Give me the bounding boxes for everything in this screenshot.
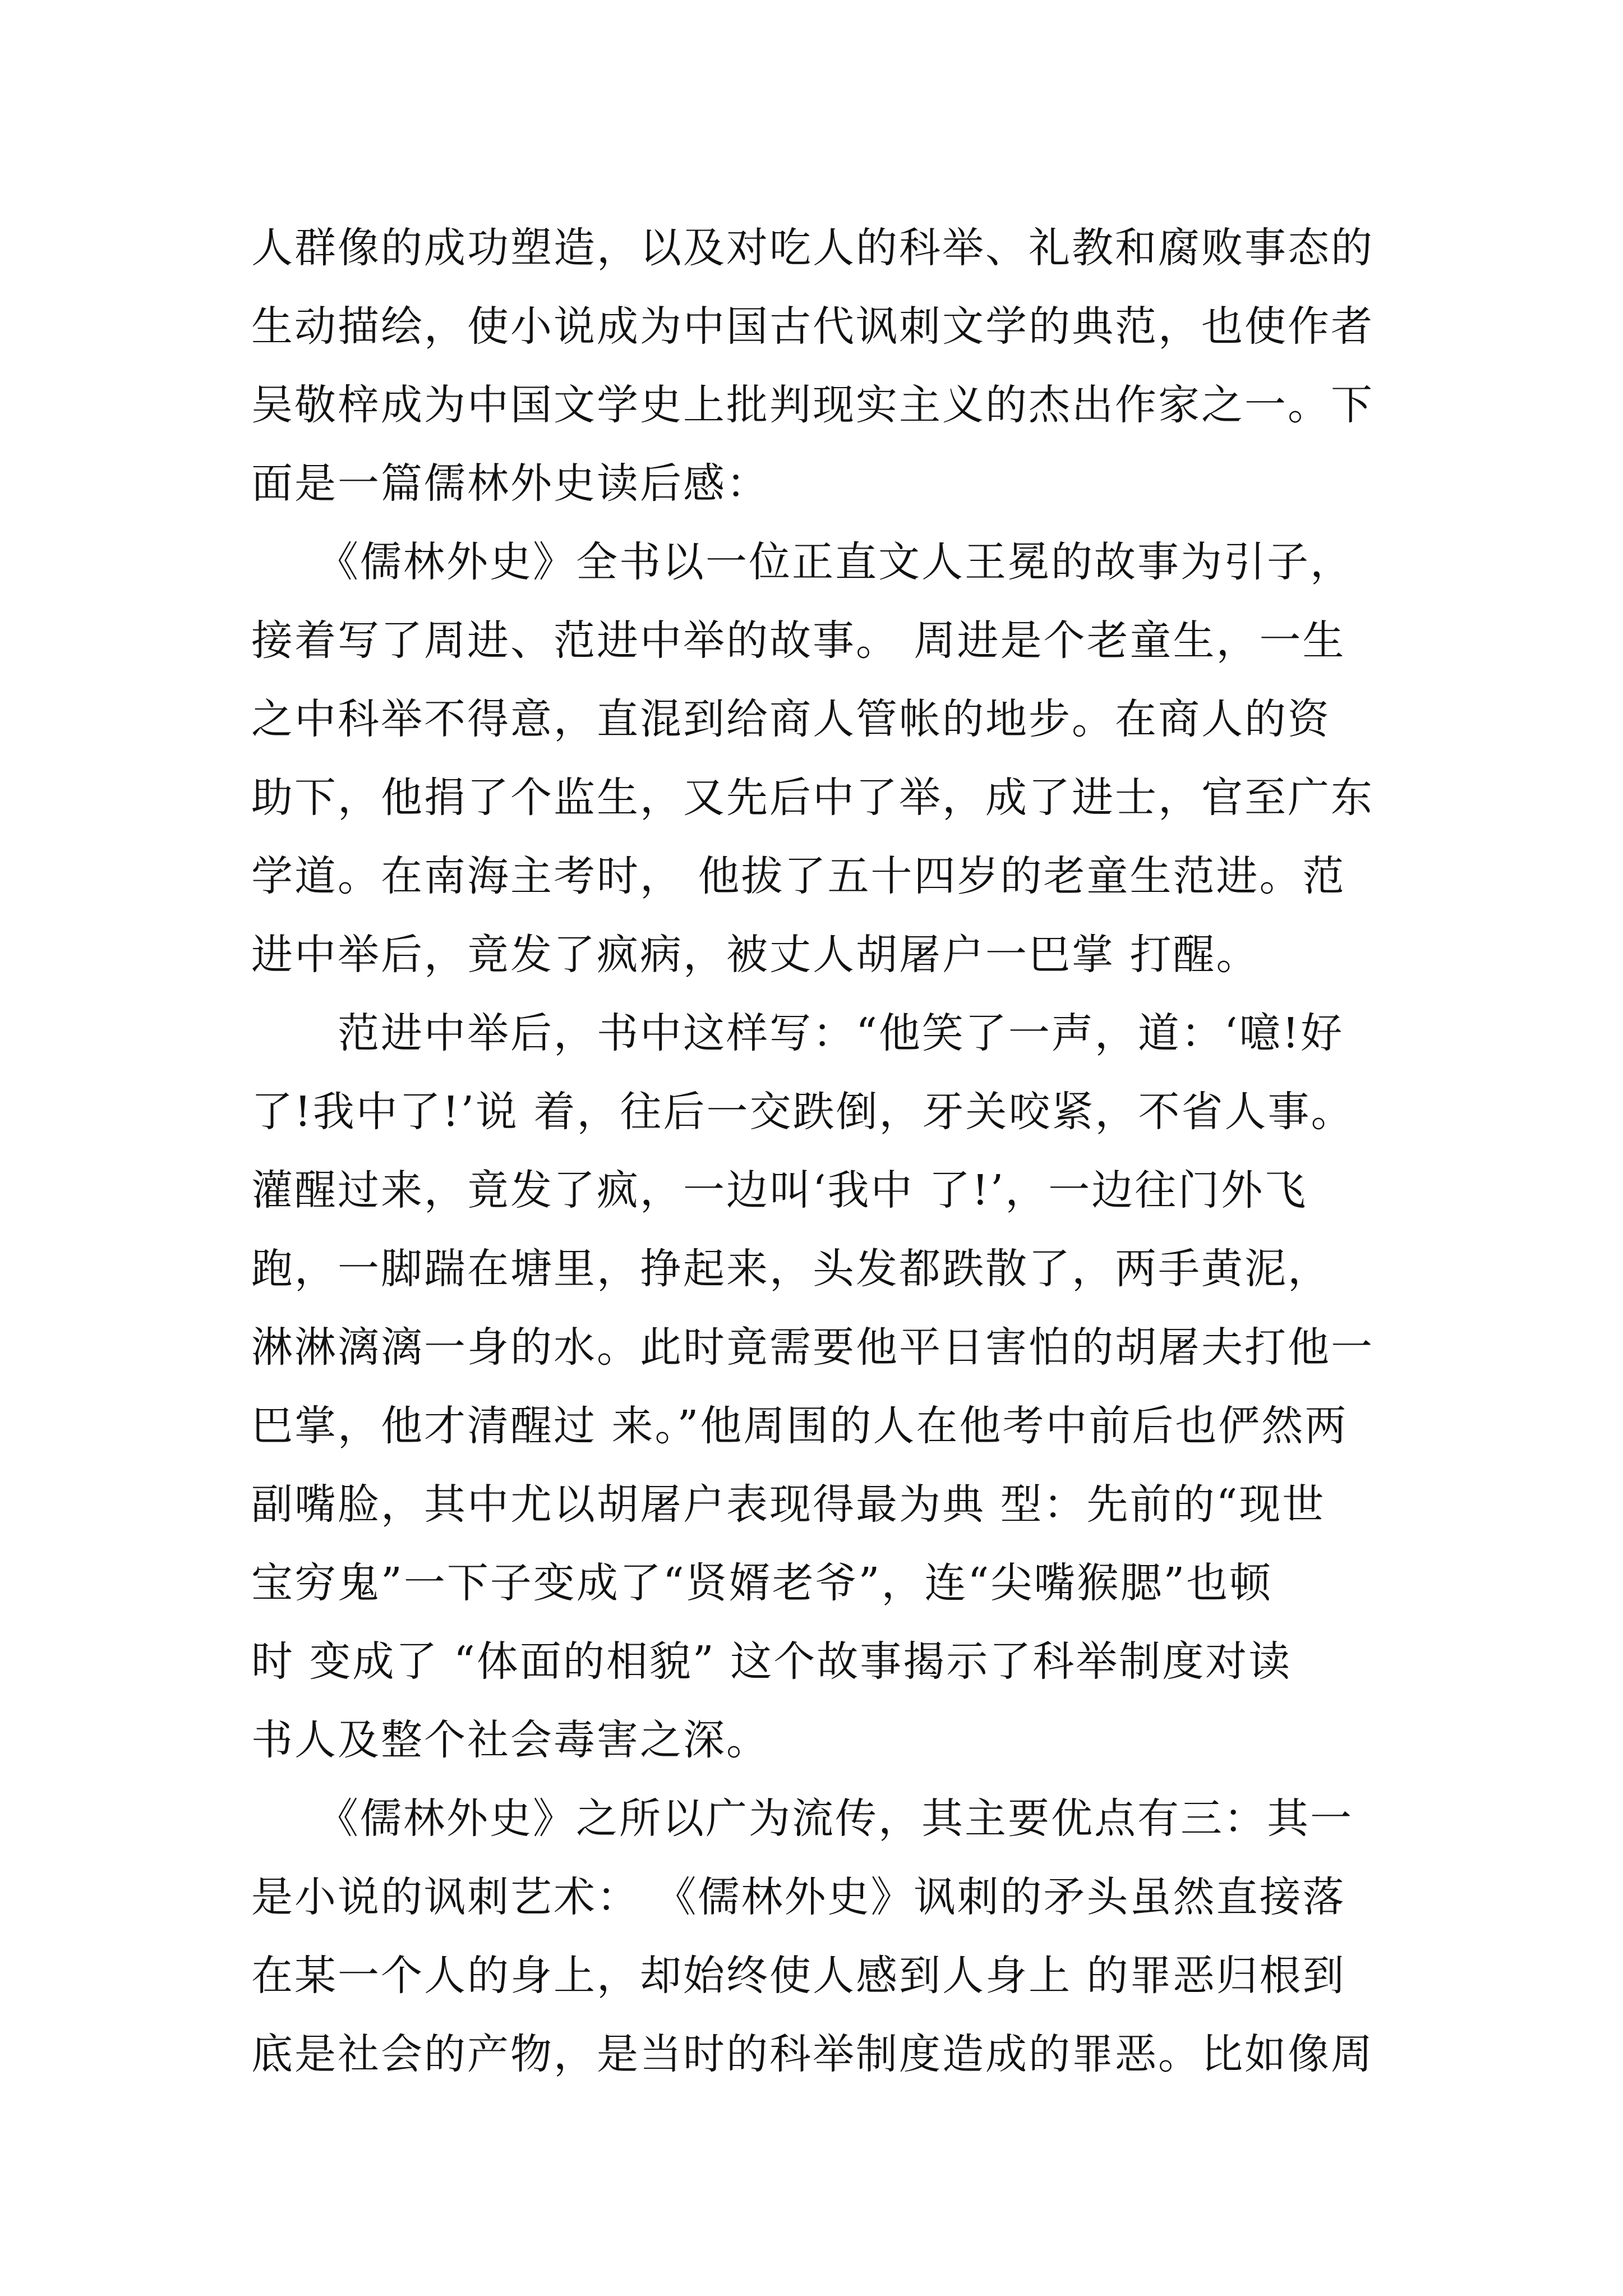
text-line: 了!我中了!’说 着，往后一交跌倒，牙关咬紧，不省人事。 [251, 1088, 1354, 1136]
text-line: 接着写了周进、范进中举的故事。 周进是个老童生，一生 [251, 616, 1346, 665]
text-line: 面是一篇儒林外史读后感： [251, 459, 769, 508]
text-line: 跑，一脚踹在塘里，挣起来，头发都跌散了，两手黄泥， [251, 1245, 1331, 1293]
text-line: 巴掌，他才清醒过 来。”他周围的人在他考中前后也俨然两 [251, 1402, 1348, 1450]
text-line: 《儒林外史》全书以一位正直文人王冕的故事为引子， [251, 538, 1353, 586]
text-line: 之中科举不得意，直混到给商人管帐的地步。在商人的资 [251, 695, 1331, 743]
text-line: 吴敬梓成为中国文学史上批判现实主义的杰出作家之一。下 [251, 381, 1374, 429]
text-line: 副嘴脸，其中尤以胡屠户表现得最为典 型：先前的“现世 [251, 1480, 1326, 1529]
body-text [251, 209, 1373, 2093]
text-line: 学道。在南海主考时， 他拔了五十四岁的老童生范进。范 [251, 852, 1346, 900]
text-line: 助下，他捐了个监生，又先后中了举，成了进士，官至广东 [251, 774, 1374, 822]
text-line: 灌醒过来，竟发了疯，一边叫‘我中 了!’，一边往门外飞 [251, 1166, 1308, 1214]
text-line: 《儒林外史》之所以广为流传，其主要优点有三：其一 [251, 1795, 1353, 1843]
text-line: 书人及整个社会毒害之深。 [251, 1716, 769, 1764]
text-line: 宝穷鬼”一下子变成了“贤婿老爷”，连“尖嘴猴腮”也顿 [251, 1559, 1273, 1607]
text-line: 是小说的讽刺艺术： 《儒林外史》讽刺的矛头虽然直接落 [251, 1873, 1346, 1921]
text-line: 进中举后，竟发了疯病，被丈人胡屠户一巴掌 打醒。 [251, 931, 1260, 979]
text-line: 范进中举后，书中这样写：“他笑了一声，道：‘噫!好 [251, 1009, 1344, 1057]
text-line: 底是社会的产物，是当时的科举制度造成的罪恶。比如像周 [251, 2030, 1374, 2078]
text-line: 淋淋漓漓一身的水。此时竟需要他平日害怕的胡屠夫打他一 [251, 1323, 1374, 1372]
text-line: 人群像的成功塑造，以及对吃人的科举、礼教和腐败事态的 [251, 224, 1374, 272]
text-line: 时 变成了 “体面的相貌” 这个故事揭示了科举制度对读 [251, 1637, 1292, 1686]
text-line: 在某一个人的身上，却始终使人感到人身上 的罪恶归根到 [251, 1952, 1346, 2000]
text-line: 生动描绘，使小说成为中国古代讽刺文学的典范，也使作者 [251, 302, 1374, 351]
